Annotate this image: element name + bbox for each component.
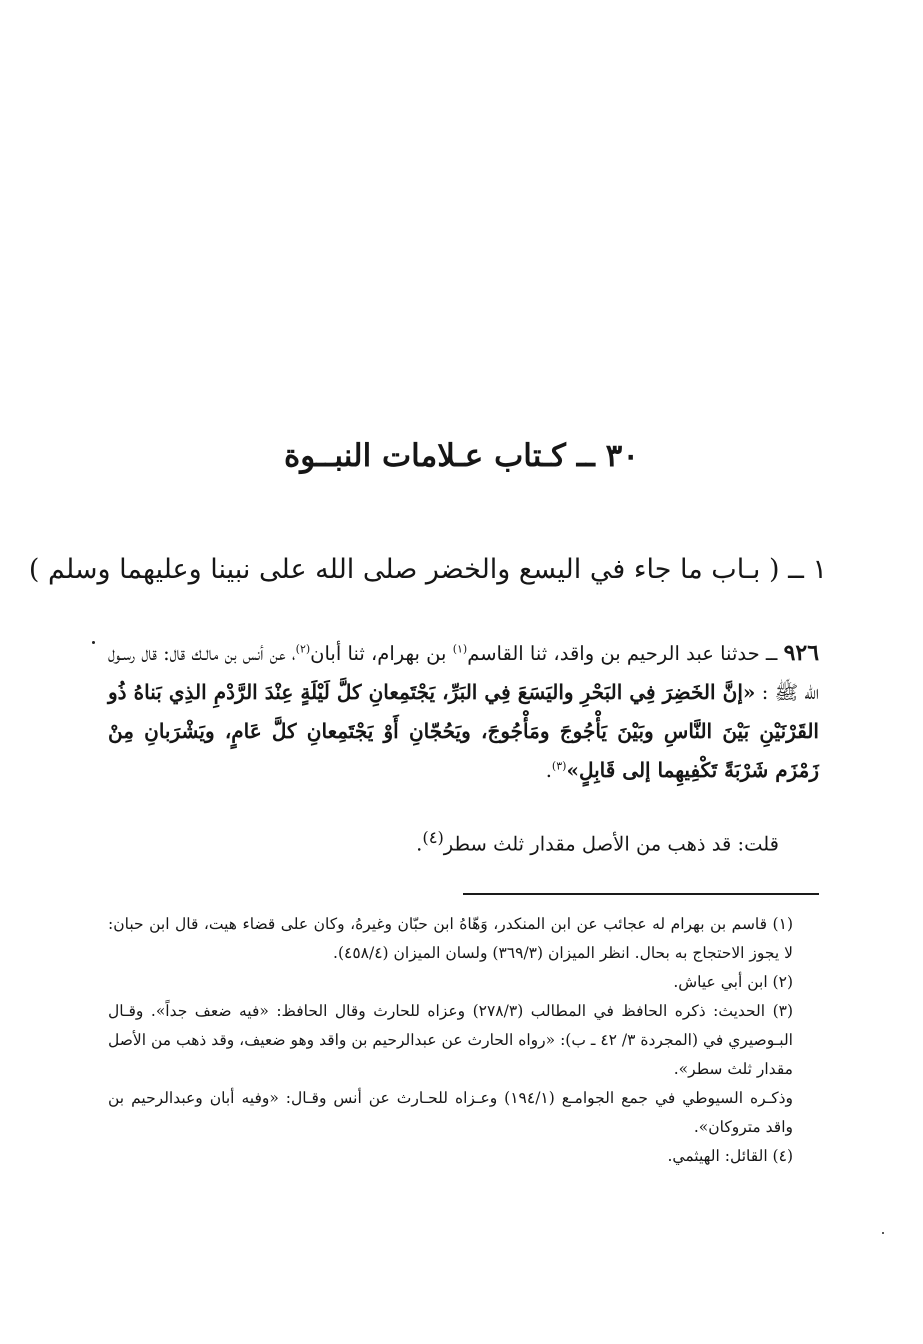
hadith-paragraph [108, 634, 819, 790]
hadith-matn: «إنَّ الخَضِرَ فِي البَحْرِ واليَسَعَ فِي البَرِّ، يَجْتَمِعانِ كلَّ لَيْلَةٍ عِنْدَ الرَّدْمِ الذِي بَناهُ ذُو القَرْنَيْنِ بَيْنَ النَّاسِ وبَيْنَ يَأْجُوجَ ومَأْجُوجَ، ويَحُجّانِ أَوْ يَجْتَمِعانِ كلَّ عَامٍ، ويَشْرَبانِ مِنْ زَمْزَم شَرْبَةً تَكْفِيهِما إلى قَابِلٍ» [108, 680, 819, 782]
book-title: ٣٠ ــ كـتاب عـلامات النبــوة [284, 438, 639, 474]
page-speck [92, 641, 95, 644]
page-speck [882, 1232, 884, 1234]
isnad-part-1: ــ حدثنا عبد الرحيم بن واقد، ثنا القاسم [467, 642, 778, 665]
footnote-ref-2: (٢) [295, 642, 311, 656]
footnote-4: (٤) القائل: الهيثمي. [667, 1147, 793, 1165]
footnotes [108, 910, 819, 1171]
footnote-1: (١) قاسم بن بهرام له عجائب عن ابن المنكدر، وَهّاهُ ابن حبّان وغيرهُ، وكان على قضاء هيت، قال ابن حبان: لا يجوز الاحتجاج به بحال. انظر الميزان (٣٦٩/٣) ولسان الميزان (٤٥٨/٤). [108, 915, 793, 962]
footnote-3: (٣) الحديث: ذكره الحافظ في المطالب (٢٧٨/٣) وعزاه للحارث وقال الحافظ: «فيه ضعف جداً». وقـال البـوصيري في (المجردة ٣/ ٤٢ ـ ب): «رواه الحارث عن عبدالرحيم بن واقد وهو ضعيف، وقد ذهب من الأصل مقدار ثلث سطر». [108, 1002, 794, 1078]
isnad-part-3: ، عن أنس بن مالـك قال: قال رسـول الله ﷺ : [108, 642, 819, 704]
isnad-part-2: بن بهرام، ثنا أبان [310, 642, 453, 665]
editor-note [108, 818, 819, 864]
footnote-divider [463, 893, 819, 895]
footnote-ref-1: (١) [452, 642, 468, 656]
editor-note-end: . [416, 832, 423, 856]
chapter-title: ١ ــ ( بـاب ما جاء في اليسع والخضر صلى الله على نبينا وعليهما وسلم ) [28, 554, 827, 585]
footnote-2: (٢) ابن أبي عياش. [673, 973, 793, 991]
footnote-ref-4: (٤) [422, 828, 444, 847]
hadith-number: ٩٢٦ [783, 640, 820, 666]
editor-note-text: قلت: قد ذهب من الأصل مقدار ثلث سطر [443, 832, 779, 856]
hadith-end: . [545, 759, 552, 782]
footnote-3-continued: وذكـره السيوطي في جمع الجوامـع (١٩٤/١) وعـزاه للحـارث عن أنس وقـال: «وفيه أبان وعبدالرحيم بن واقد متروكان». [108, 1089, 793, 1136]
footnote-ref-3: (٣) [551, 759, 567, 773]
